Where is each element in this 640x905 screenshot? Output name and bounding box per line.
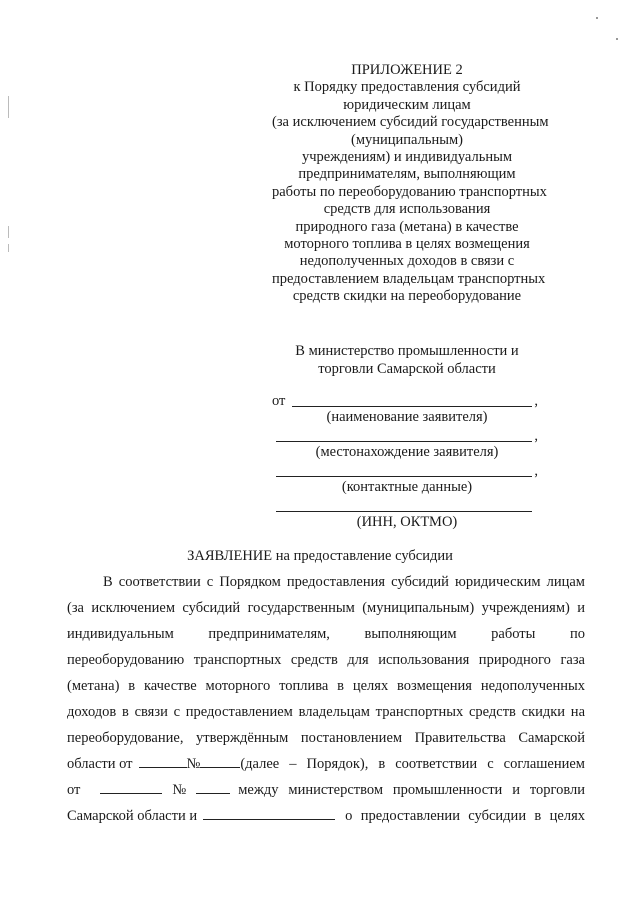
body-line [67,754,585,774]
body-text: между министерством промышленности и торговли [238,782,585,798]
body-line: переоборудование, утверждённым постановлением Правительства Самарской [67,730,585,746]
scan-mark [8,226,9,238]
body-line: (за исключением субсидий государственным (муниципальным) учреждениям) и [67,600,585,616]
body-word: по [569,626,585,642]
appendix-line: природного газа (метана) в качестве [295,218,519,235]
body-word: выполняющим [364,626,457,642]
appendix-line: ПРИЛОЖЕНИЕ 2 [351,62,463,78]
appendix-line: (за исключением субсидий государственным [272,114,549,131]
applicant-location-caption: (местонахождение заявителя) [315,444,499,460]
body-text: Самарской области и [67,808,198,824]
field-comma: , [534,463,538,479]
body-word: работы [491,626,536,642]
appendix-line: предоставлением владельцам транспортных [272,270,546,287]
appendix-line: учреждениям) и индивидуальным [301,149,513,166]
appendix-line: работы по переоборудованию транспортных [272,183,547,200]
scan-mark [8,244,9,252]
number-blank[interactable] [200,754,240,768]
applicant-location-blank[interactable] [276,441,532,442]
appendix-line: к Порядку предоставления субсидий [293,79,521,96]
addressee-line: торговли Самарской области [318,361,496,377]
from-prefix: от [272,393,286,409]
agreement-date-blank[interactable] [100,780,162,794]
appendix-line: моторного топлива в целях возмещения [284,236,530,253]
applicant-name-blank[interactable] [292,406,532,407]
body-text: от [67,782,81,798]
appendix-line: средств скидки на переоборудование [292,288,522,305]
statement-title: ЗАЯВЛЕНИЕ на предоставление субсидии [187,548,453,564]
applicant-ids-blank[interactable] [276,511,532,512]
recipient-blank[interactable] [203,806,335,820]
appendix-header [272,62,549,306]
body-line: доходов в связи с предоставлением владельцам транспортных средств скидки на [67,704,585,720]
appendix-line: средств для использования [323,201,491,218]
scan-mark [8,96,9,118]
body-text: области от [67,756,133,772]
body-word: предпринимателям, [208,626,330,642]
appendix-line: (муниципальным) [351,131,463,148]
field-comma: , [534,428,538,444]
body-line [67,780,585,800]
body-line: В соответствии с Порядком предоставления субсидий юридическим лицам [103,574,585,590]
applicant-contacts-caption: (контактные данные) [341,479,473,495]
number-sign: № [172,782,187,798]
applicant-ids-caption: (ИНН, ОКТМО) [356,514,458,530]
scan-dot [596,17,598,19]
applicant-contacts-field [272,463,542,479]
appendix-line: недополученных доходов в связи с [299,253,515,270]
applicant-location-field [272,428,542,444]
body-word: индивидуальным [67,626,174,642]
applicant-contacts-blank[interactable] [276,476,532,477]
applicant-ids-field [272,498,542,514]
appendix-line: предпринимателям, выполняющим [298,166,516,183]
addressee-block [272,342,542,378]
addressee-line: В министерство промышленности и [295,343,519,359]
applicant-name-caption: (наименование заявителя) [326,409,488,425]
field-comma: , [534,393,538,409]
body-line [67,806,585,826]
body-line: переоборудованию транспортных средств для использования природного газа [67,652,585,668]
date-blank[interactable] [139,754,187,768]
appendix-line: юридическим лицам [343,96,471,113]
body-line: (метана) в качестве моторного топлива в целях возмещения недополученных [67,678,585,694]
agreement-number-blank[interactable] [196,780,230,794]
applicant-name-field [272,393,542,409]
body-text: (далее – Порядок), в соответствии с соглашением [240,756,585,772]
scan-dot [616,38,618,40]
body-text: о предоставлении субсидии в целях [345,808,585,824]
body-line [67,624,585,644]
number-sign: № [186,756,201,772]
